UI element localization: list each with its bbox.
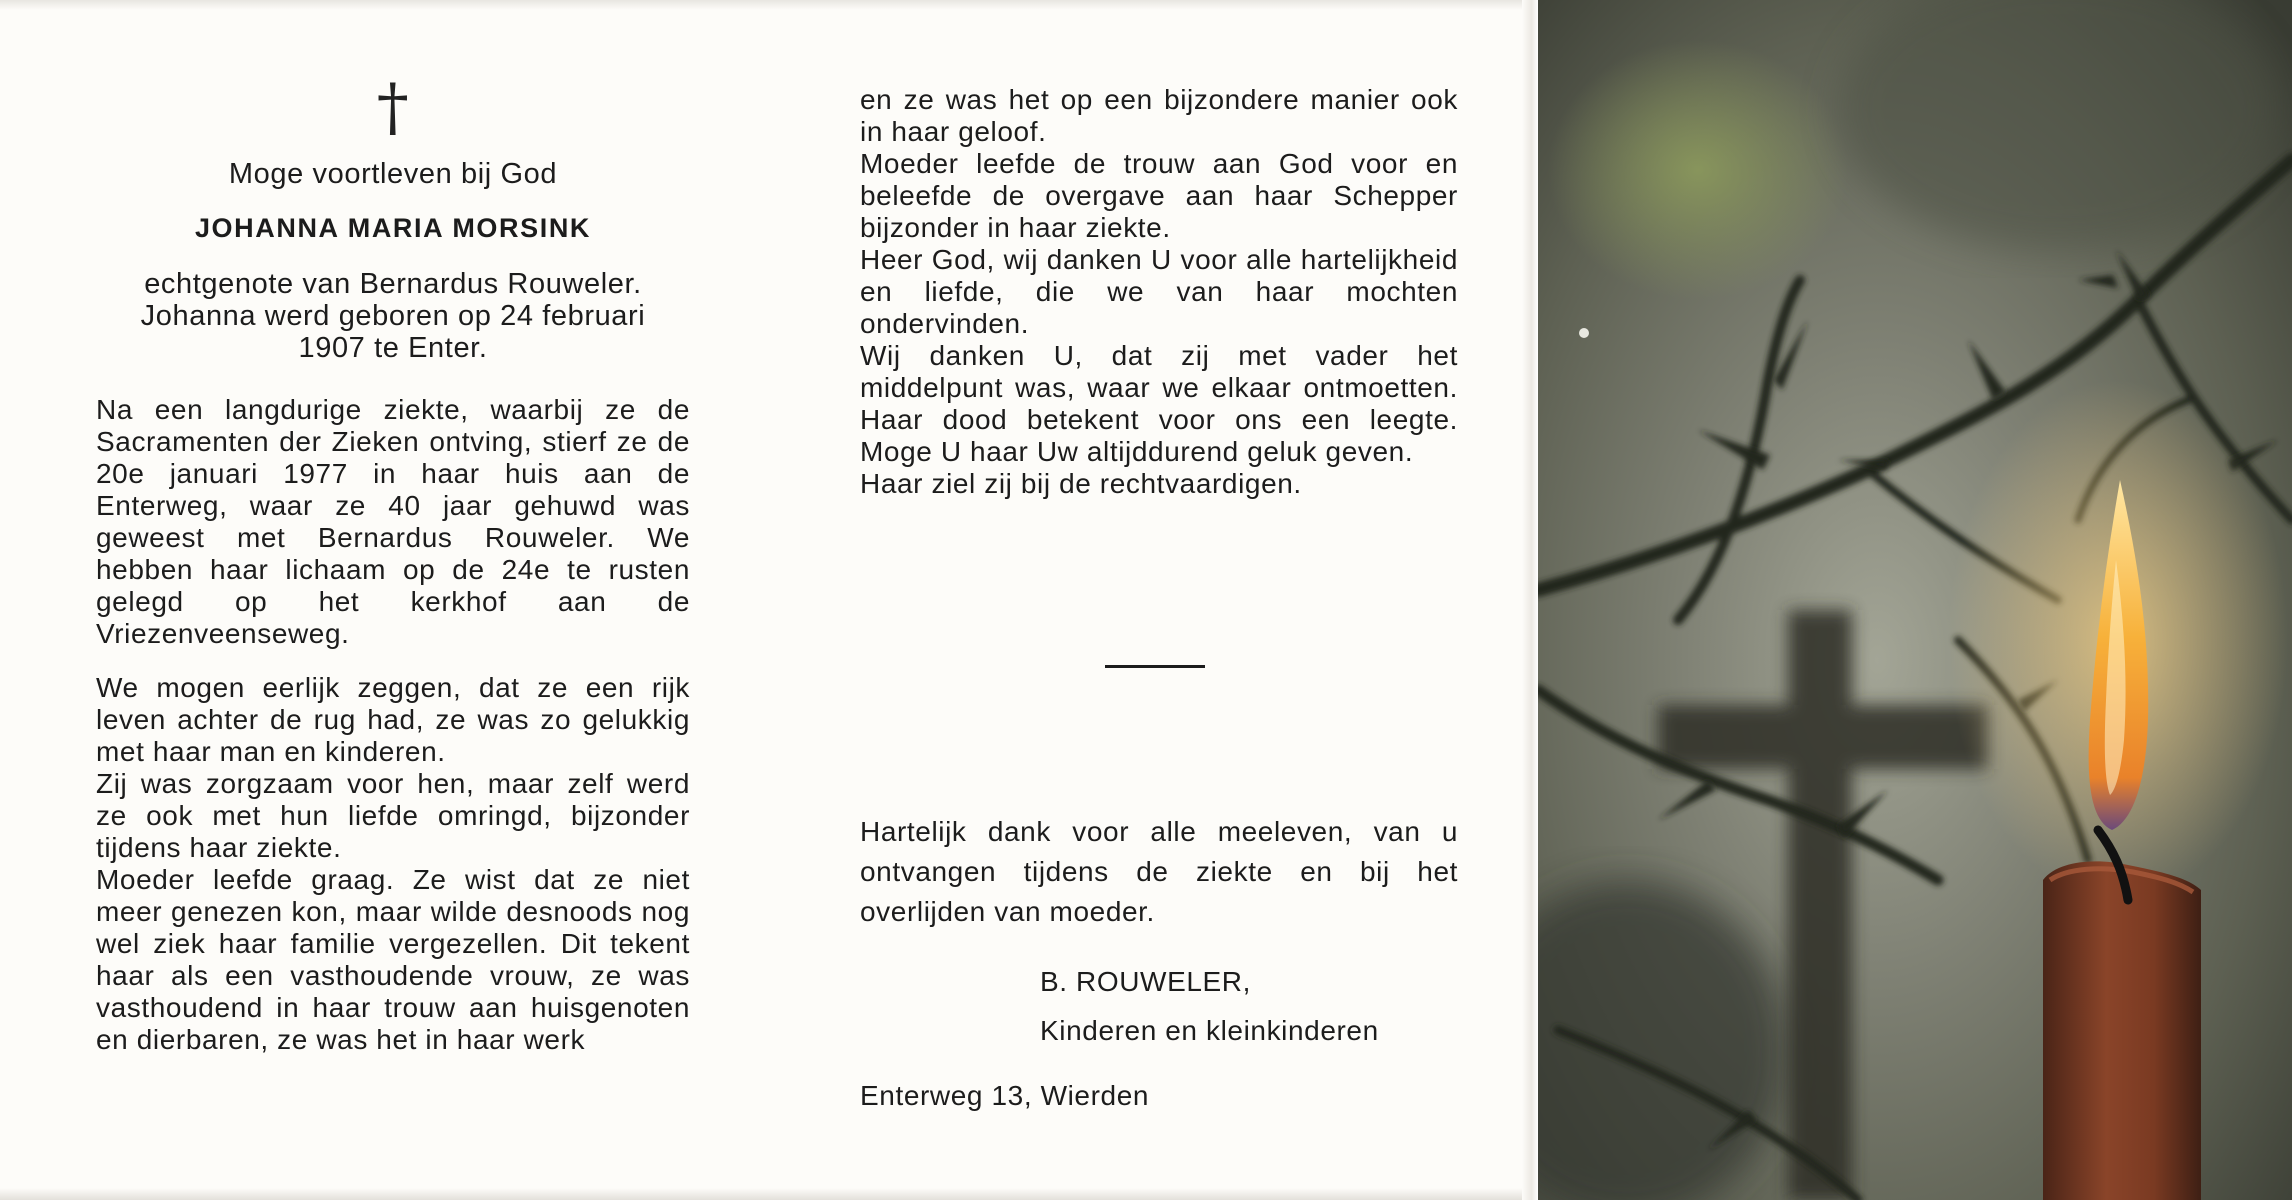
card-edge-top [0,0,1536,10]
signature-name: B. ROUWELER, [1040,966,1252,997]
green-blur [1548,40,1848,300]
paragraph: We mogen eerlijk zeggen, dat ze een rijk leven achter de rug had, ze was zo gelukkig met haar man en kinderen. [96,672,690,767]
spacer [96,364,690,394]
paragraph: Moeder leefde graag. Ze wist dat ze niet meer genezen kon, maar wilde desnoods nog wel ziek haar familie vergezellen. Dit tekent haar als een vasthoudende vrouw, ze was vasthoudend in haar trouw aan huisgenoten en dierbaren, ze was het in haar werk [96,864,690,1055]
paragraph: Wij danken U, dat zij met vader het middelpunt was, waar we elkaar ontmoetten. Haar dood betekent voor ons een leegte. Moge U haar Uw altijddurend geluk geven. [860,340,1458,467]
paragraph: en ze was het op een bijzondere manier ook in haar geloof. [860,84,1458,147]
candle [2043,830,2201,1200]
light-speck [1579,328,1589,338]
candle-thorns-cross-image [1538,0,2292,1200]
intro-line: 1907 te Enter. [298,332,488,364]
divider-line [1105,665,1205,668]
thanks-text: Hartelijk dank voor alle meeleven, van u ontvangen tijdens de ziekte en bij het overlijden van moeder. [860,816,1458,927]
intro-line: Johanna werd geboren op 24 februari [140,300,646,332]
signature-family: Kinderen en kleinkinderen [1040,1015,1379,1046]
paragraph: Heer God, wij danken U voor alle hartelijkheid en liefde, die we van haar mochten ondervinden. [860,244,1458,339]
paragraph: Haar ziel zij bij de rechtvaardigen. [860,468,1302,499]
text-column-right [860,84,1458,500]
address: Enterweg 13, Wierden [860,1080,1150,1111]
card-fold [1522,0,1538,1200]
card-edge-bottom [0,1188,1536,1200]
spacer [96,650,690,672]
cross-icon: † [376,71,410,145]
intro-line: echtgenote van Bernardus Rouweler. [144,268,642,300]
paragraph: Na een langdurige ziekte, waarbij ze de Sacramenten der Zieken ontving, stierf ze de 20e januari 1977 in haar huis aan de Enterweg, waar ze 40 jaar gehuwd was geweest met Bernardus Rouweler. We hebben haar lichaam op de 24e te rusten gelegd op het kerkhof aan de Vriezenveenseweg. [96,394,690,649]
deceased-name: JOHANNA MARIA MORSINK [194,213,592,243]
text-column-left [96,71,690,1056]
paragraph: Moeder leefde de trouw aan God voor en beleefde de overgave aan haar Schepper bijzonder in haar ziekte. [860,148,1458,243]
candle-photo [1538,0,2292,1200]
motto: Moge voortleven bij God [228,158,558,190]
paragraph: Zij was zorgzaam voor hen, maar zelf werd ze ook met hun liefde omringd, bijzonder tijdens haar ziekte. [96,768,690,863]
